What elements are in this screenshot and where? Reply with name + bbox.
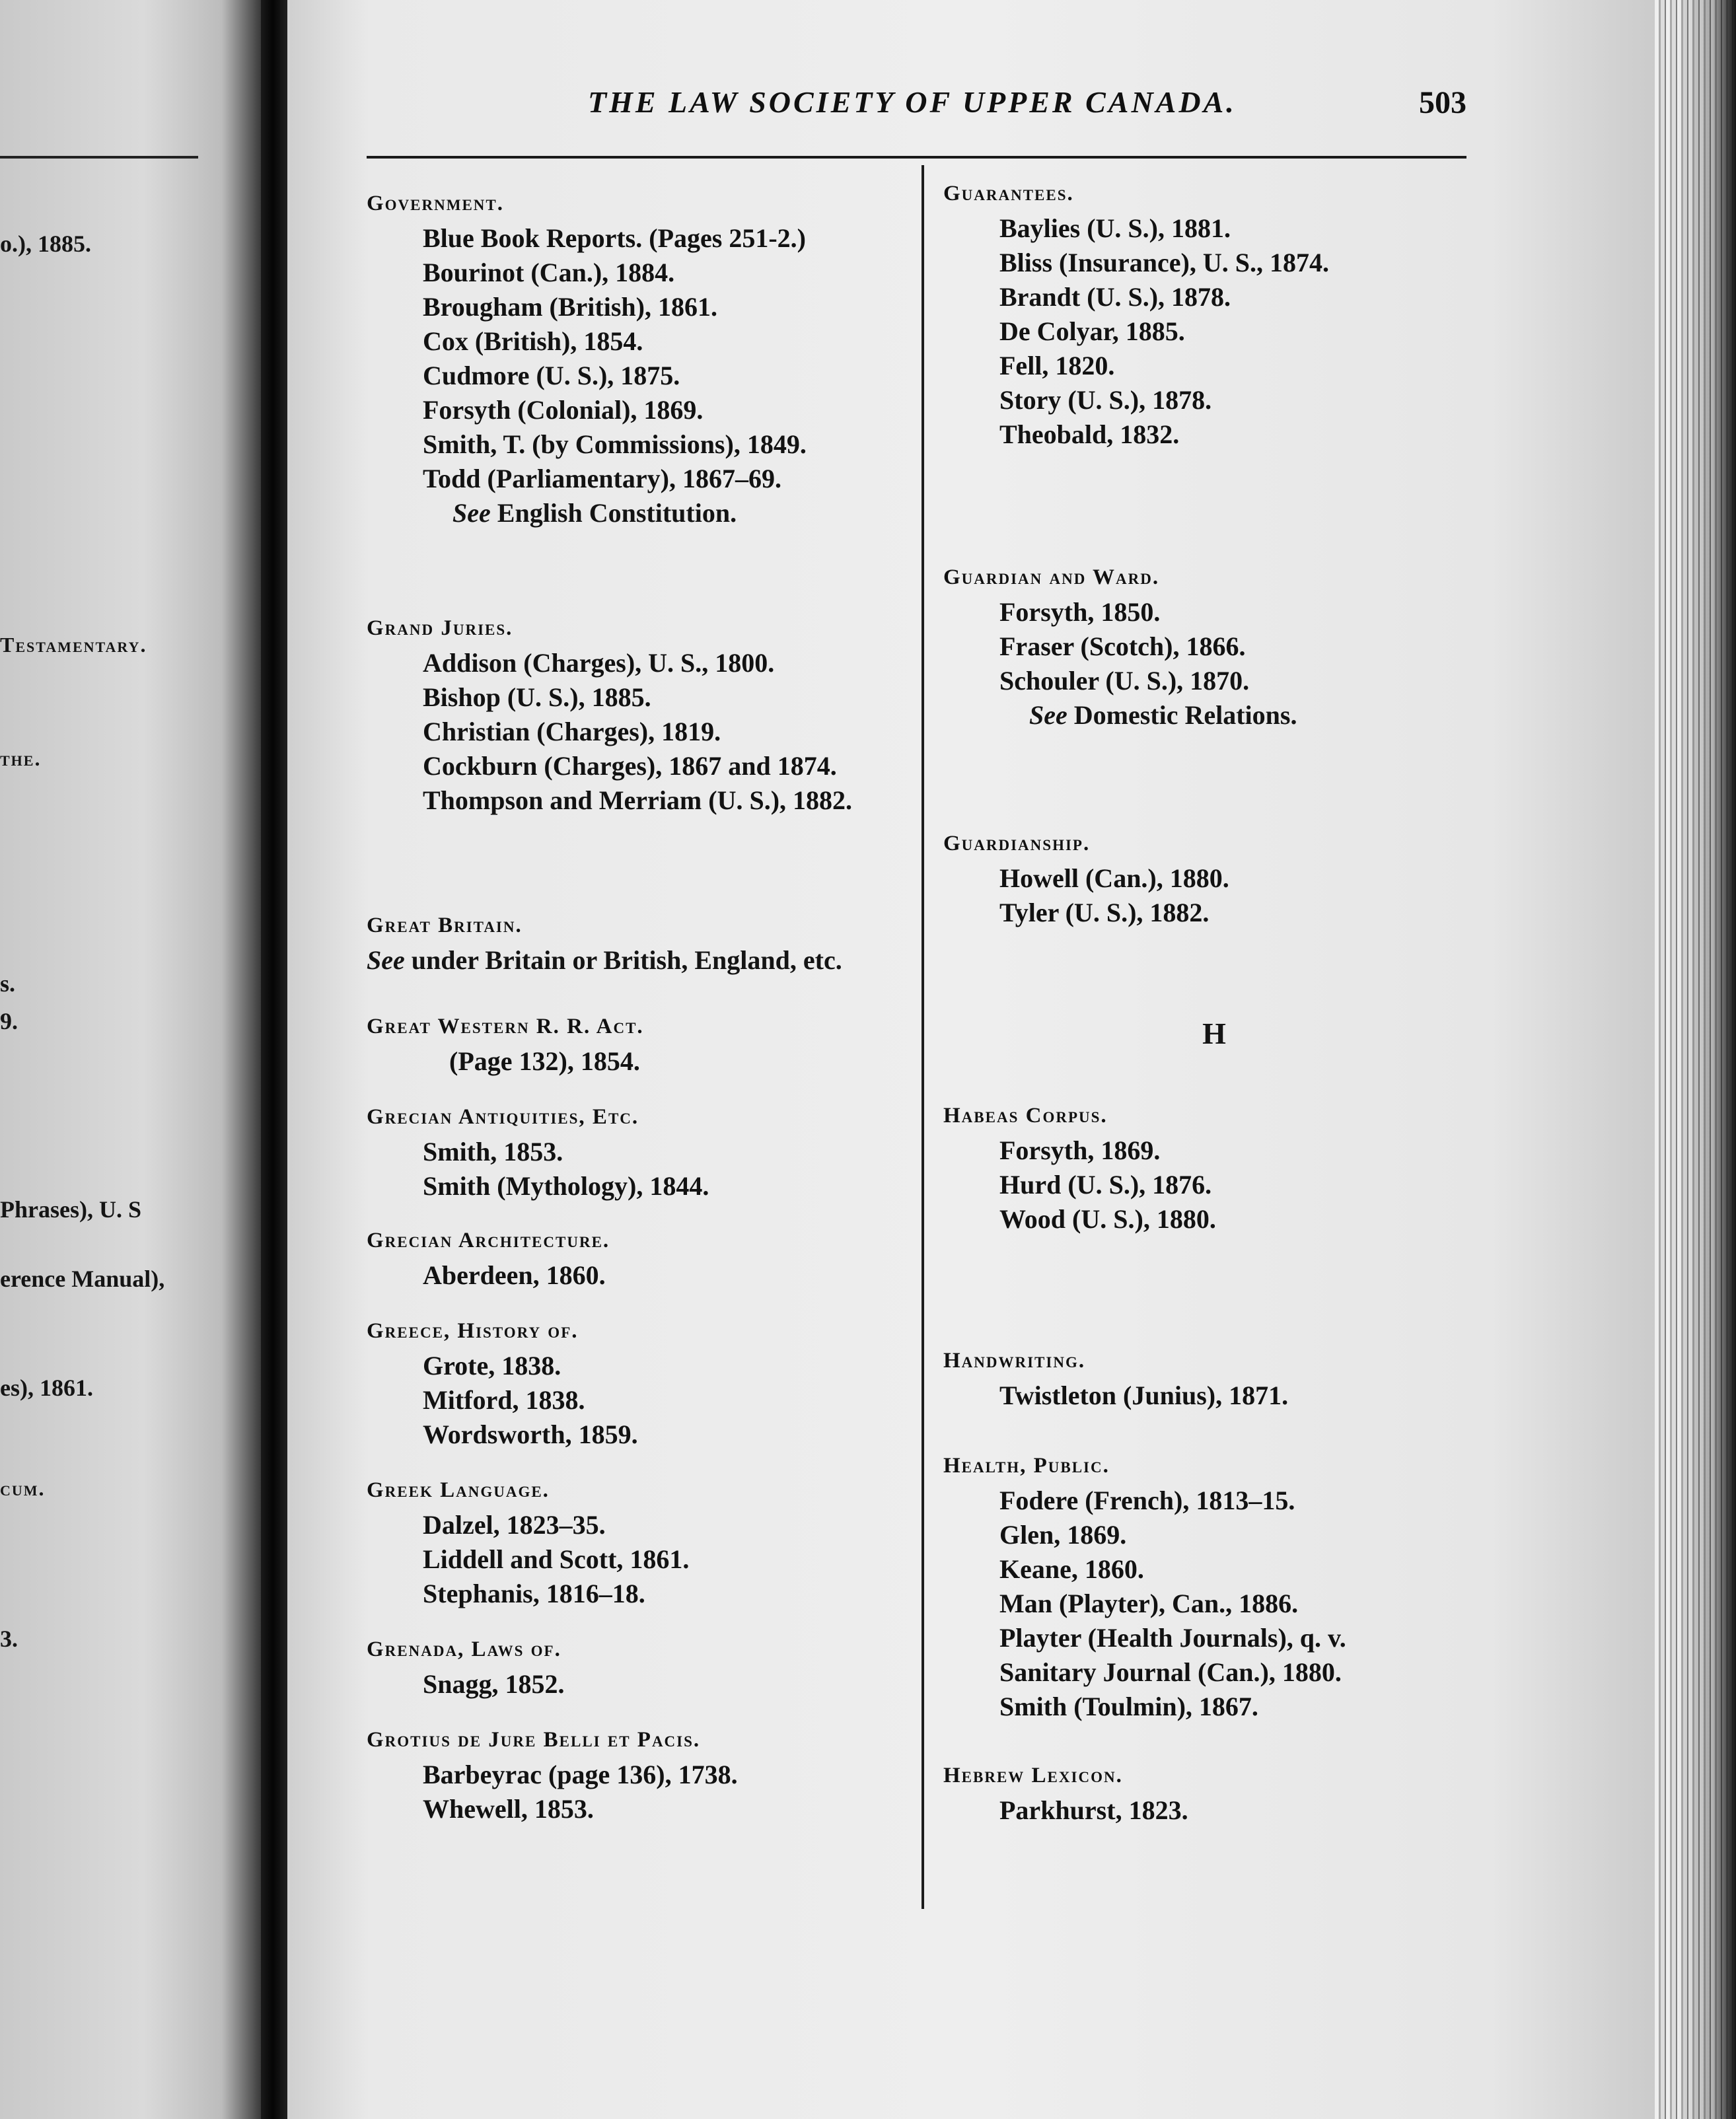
column-divider (922, 165, 924, 1909)
entry-heading: Greece, History of. (367, 1319, 579, 1343)
entry-heading: Grecian Antiquities, Etc. (367, 1105, 639, 1129)
facing-page-fragment (0, 0, 261, 2119)
entry-item: Story (U. S.), 1878. (999, 385, 1212, 415)
entry-item: Thompson and Merriam (U. S.), 1882. (423, 785, 853, 815)
book-gutter (261, 0, 287, 2119)
entry-heading: Greek Language. (367, 1478, 550, 1502)
entry-heading: Government. (367, 192, 504, 215)
entry-item: Cudmore (U. S.), 1875. (423, 361, 680, 390)
fragment-line: s. (0, 970, 16, 997)
entry-item: Baylies (U. S.), 1881. (999, 213, 1231, 243)
entry-item: De Colyar, 1885. (999, 316, 1185, 346)
entry-item: Forsyth, 1869. (999, 1135, 1161, 1165)
see-reference (943, 698, 1485, 733)
entry-item: Barbeyrac (page 136), 1738. (423, 1760, 738, 1789)
entry-heading: Grecian Architecture. (367, 1229, 610, 1252)
entry-item: Snagg, 1852. (423, 1669, 565, 1699)
entry-item: Addison (Charges), U. S., 1800. (423, 648, 775, 678)
entry-item: Theobald, 1832. (999, 419, 1180, 449)
fragment-line: 9. (0, 1008, 18, 1034)
entry-heading: Handwriting. (943, 1349, 1086, 1373)
entry-item: Dalzel, 1823–35. (423, 1510, 606, 1540)
entry-item: Schouler (U. S.), 1870. (999, 666, 1250, 696)
see-reference (367, 496, 908, 530)
entry-heading: Hebrew Lexicon. (943, 1764, 1123, 1787)
entry-item: Mitford, 1838. (423, 1385, 585, 1415)
entry-item: Fell, 1820. (999, 351, 1115, 380)
fragment-line: Testamentary. (0, 633, 147, 657)
entry-heading: Guarantees. (943, 182, 1074, 205)
entry-item: Christian (Charges), 1819. (423, 717, 721, 746)
index-entry (943, 182, 1485, 452)
entry-heading: Health, Public. (943, 1454, 1110, 1478)
entry-heading: Habeas Corpus. (943, 1104, 1108, 1128)
page-edge-shadow (1678, 0, 1736, 2119)
index-entry (367, 1478, 908, 1611)
entry-item: Hurd (U. S.), 1876. (999, 1170, 1212, 1200)
entry-item: Grote, 1838. (423, 1351, 561, 1381)
entry-item: Smith (Toulmin), 1867. (999, 1692, 1258, 1721)
entry-item: Forsyth (Colonial), 1869. (423, 395, 704, 425)
entry-item: Twistleton (Junius), 1871. (999, 1381, 1289, 1410)
entry-item: Stephanis, 1816–18. (423, 1579, 645, 1608)
fragment-line: es), 1861. (0, 1375, 93, 1401)
fragment-line: cum. (0, 1476, 46, 1500)
entry-item: Bliss (Insurance), U. S., 1874. (999, 248, 1329, 277)
entry-item: Parkhurst, 1823. (999, 1795, 1188, 1825)
index-entry (367, 1105, 908, 1203)
index-entry (943, 1016, 1485, 1051)
entry-item: Cockburn (Charges), 1867 and 1874. (423, 751, 837, 781)
entry-heading: Grotius de Jure Belli et Pacis. (367, 1728, 701, 1752)
index-entry (943, 1764, 1485, 1828)
entry-item: Fraser (Scotch), 1866. (999, 631, 1246, 661)
entry-item: Sanitary Journal (Can.), 1880. (999, 1657, 1342, 1687)
entry-item: Bishop (U. S.), 1885. (423, 682, 651, 712)
entry-item: Bourinot (Can.), 1884. (423, 258, 675, 287)
see-word: See (452, 498, 491, 528)
entry-item: Brandt (U. S.), 1878. (999, 282, 1231, 312)
fragment-line: Phrases), U. S (0, 1196, 141, 1223)
index-entry (943, 1349, 1485, 1413)
index-column-left (367, 192, 908, 1826)
index-entry (367, 192, 908, 530)
index-column-right (943, 182, 1485, 1828)
index-entry (367, 1637, 908, 1702)
entry-heading: Grenada, Laws of. (367, 1637, 561, 1661)
fragment-line: erence Manual), (0, 1266, 165, 1292)
see-reference (367, 943, 908, 978)
index-entry (943, 1104, 1485, 1237)
index-entry (367, 1728, 908, 1826)
entry-item: Man (Playter), Can., 1886. (999, 1589, 1299, 1618)
see-target: under Britain or British, England, etc. (404, 945, 842, 975)
entry-item: Brougham (British), 1861. (423, 292, 717, 322)
entry-heading: Great Western R. R. Act. (367, 1015, 644, 1038)
see-word: See (1029, 700, 1067, 730)
fragment-line: o.), 1885. (0, 231, 91, 257)
entry-item: Howell (Can.), 1880. (999, 863, 1229, 893)
index-entry (367, 1319, 908, 1452)
fragment-line: the. (0, 746, 42, 770)
entry-item: Smith, T. (by Commissions), 1849. (423, 429, 807, 459)
header-rule (367, 156, 1466, 159)
entry-item: Whewell, 1853. (423, 1794, 594, 1824)
see-word: See (367, 945, 405, 975)
entry-heading: Great Britain. (367, 914, 523, 937)
entry-item: Keane, 1860. (999, 1554, 1144, 1584)
entry-heading: Grand Juries. (367, 616, 513, 640)
index-entry (943, 832, 1485, 930)
entry-item: (Page 132), 1854. (449, 1046, 640, 1076)
entry-heading: Guardianship. (943, 832, 1091, 855)
section-letter: H (1202, 1017, 1226, 1050)
entry-item: Fodere (French), 1813–15. (999, 1486, 1295, 1515)
index-entry (367, 914, 908, 978)
entry-item: Blue Book Reports. (Pages 251-2.) (423, 223, 806, 253)
entry-item: Liddell and Scott, 1861. (423, 1544, 690, 1574)
entry-item: Forsyth, 1850. (999, 597, 1161, 627)
page-number: 503 (1419, 85, 1466, 120)
index-entry (943, 565, 1485, 733)
fragment-line: 3. (0, 1626, 18, 1652)
see-target: Domestic Relations. (1067, 700, 1297, 730)
entry-item: Wood (U. S.), 1880. (999, 1204, 1216, 1234)
entry-heading: Guardian and Ward. (943, 565, 1160, 589)
running-head: THE LAW SOCIETY OF UPPER CANADA. (588, 85, 1237, 119)
index-entry (367, 1015, 908, 1079)
entry-item: Cox (British), 1854. (423, 326, 643, 356)
entry-item: Playter (Health Journals), q. v. (999, 1623, 1346, 1653)
entry-item: Wordsworth, 1859. (423, 1419, 638, 1449)
index-entry (367, 1229, 908, 1293)
index-entry (943, 1454, 1485, 1724)
entry-item: Smith, 1853. (423, 1137, 563, 1167)
entry-item: Todd (Parliamentary), 1867–69. (423, 464, 781, 493)
entry-item: Glen, 1869. (999, 1520, 1127, 1550)
entry-item: Aberdeen, 1860. (423, 1260, 606, 1290)
entry-item: Smith (Mythology), 1844. (423, 1171, 709, 1201)
see-target: English Constitution. (490, 498, 737, 528)
entry-item: Tyler (U. S.), 1882. (999, 898, 1210, 927)
index-entry (367, 616, 908, 818)
facing-page-rule (0, 156, 198, 159)
